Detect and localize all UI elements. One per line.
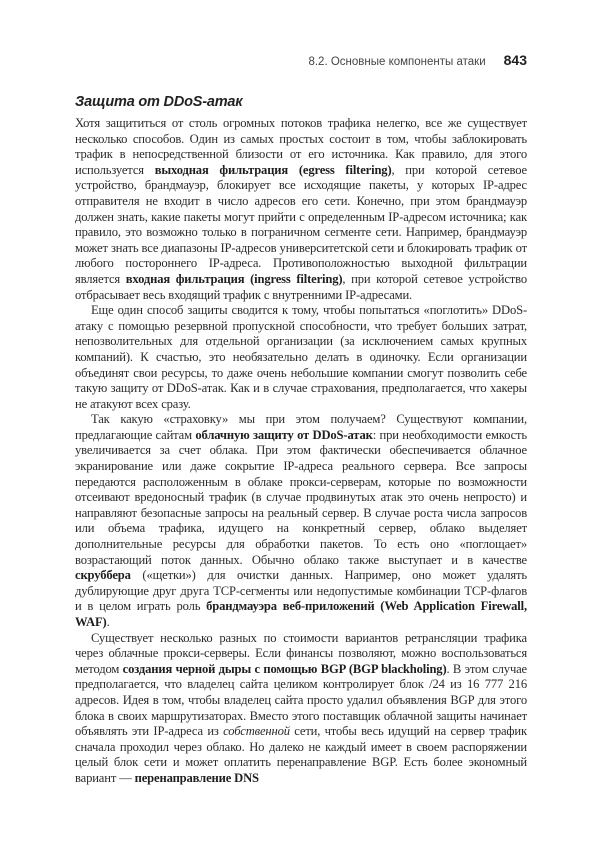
text-run: Еще один способ защиты сводится к тому, чтобы попытаться «поглотить» DDoS-атаку с помощью резервной пропускной способности, что требует больших затрат, непозволительных для отдельной организации (за исключением самых крупных компаний). К счастью, это необязательно делать в одиночку. Если организации объединят свои ресурсы, то даже очень небольшие компании смогут позволить себе такую защиту от DDoS-атак. Как и в случае страхования, предполагается, что хакеры не атакуют всех сразу. — [75, 303, 527, 411]
text-run: сети, чтобы весь идущий на сервер трафик сначала проходил через облако. Но далеко не каждый имеет в своем распоряжении целый блок сети и может оплатить перенаправление BGP. Есть более экономный вариант — — [75, 724, 527, 785]
running-header-section: 8.2. Основные компоненты атаки — [308, 56, 486, 68]
section-title: Защита от DDoS-атак — [75, 94, 243, 110]
text-run: Существует несколько разных по стоимости вариантов ретрансляции трафика через облачные прокси-серверы. Если финансы позволяют, можно воспользоваться методом — [75, 630, 527, 676]
text-run: Так какую «страховку» мы при этом получаем? Существуют компании, предлагающие сайтам — [75, 412, 527, 442]
paragraph — [75, 412, 527, 630]
text-run: . — [106, 615, 110, 629]
bold-term: входная фильтрация (ingress filtering) — [125, 271, 343, 286]
text-run: , при которой сетевое устройство, брандмауэр, блокирует все исходящие пакеты, у которых IP-адрес отправителя не входит в число адресов его сети. Конечно, при этом брандмауэр должен знать, какие пакеты могут прийти с определенным IP-адресом источника; как правило, это возможно только в пограничном сегменте сети. Например, брандмауэр может знать все диапазоны IP-адресов университетской сети и блокировать трафик от любого постороннего IP-адреса. Противоположностью выходной фильтрации является — [75, 162, 527, 286]
bold-term: выходная фильтрация (egress filtering) — [154, 162, 392, 177]
paragraph — [75, 303, 527, 412]
bold-term: брандмауэра веб-приложений (Web Application Firewall, WAF) — [75, 599, 528, 629]
bold-term: скруббера — [75, 568, 131, 583]
page-content — [75, 94, 527, 787]
bold-term: создания черной дыры с помощью BGP (BGP blackholing) — [122, 661, 447, 676]
text-run: , при которой сетевое устройство отбрасывает весь входящий трафик с внутренними IP-адресами. — [75, 271, 527, 302]
bold-term: перенаправление DNS — [134, 770, 259, 785]
body-text — [75, 116, 527, 787]
text-run: : при необходимости емкость увеличивается за счет облака. При этом фактически обеспечивается облачное экранирование или даже сокрытие IP-адреса реального сервера. Все запросы передаются расположенным в облаке прокси-серверам, которые по возможности отсеивают вредоносный трафик (в случае продвинутых атак это очень непросто) и направляют безопасные запросы на реальный сервер. В случае роста числа запросов или объема трафика, идущего на конкретный сервер, облако выделяет дополнительные ресурсы для обработки пакетов. То есть оно «поглощает» возрастающий поток данных. Обычно облако также выступает и в качестве — [75, 427, 527, 567]
italic-emphasis: собственной — [223, 724, 290, 739]
page-number: 843 — [503, 52, 527, 68]
bold-term: облачную защиту от DDoS-атак — [195, 427, 373, 442]
text-run: . В этом случае предполагается, что владелец сайта целиком контролирует блок /24 из 16 777 216 адресов. Идея в том, чтобы владелец сайта просто удалил объявления BGP для этого блока в своих маршрутизаторах. Вместо этого поставщик облачной защиты начинает объявлять эти IP-адреса из — [75, 661, 528, 739]
text-run: («щетки») для очистки данных. Например, оно может удалять дублирующие друг друга TCP-сегменты или недопустимые комбинации TCP-флагов и в целом играть роль — [75, 568, 527, 614]
running-header — [308, 52, 527, 68]
paragraph — [75, 116, 527, 303]
text-run: Хотя защититься от столь огромных потоков трафика нелегко, все же существует несколько способов. Один из самых простых состоит в том, чтобы заблокировать трафик в непосредственной близости от его источника. Как правило, для этого используется — [75, 116, 527, 177]
paragraph — [75, 631, 527, 787]
